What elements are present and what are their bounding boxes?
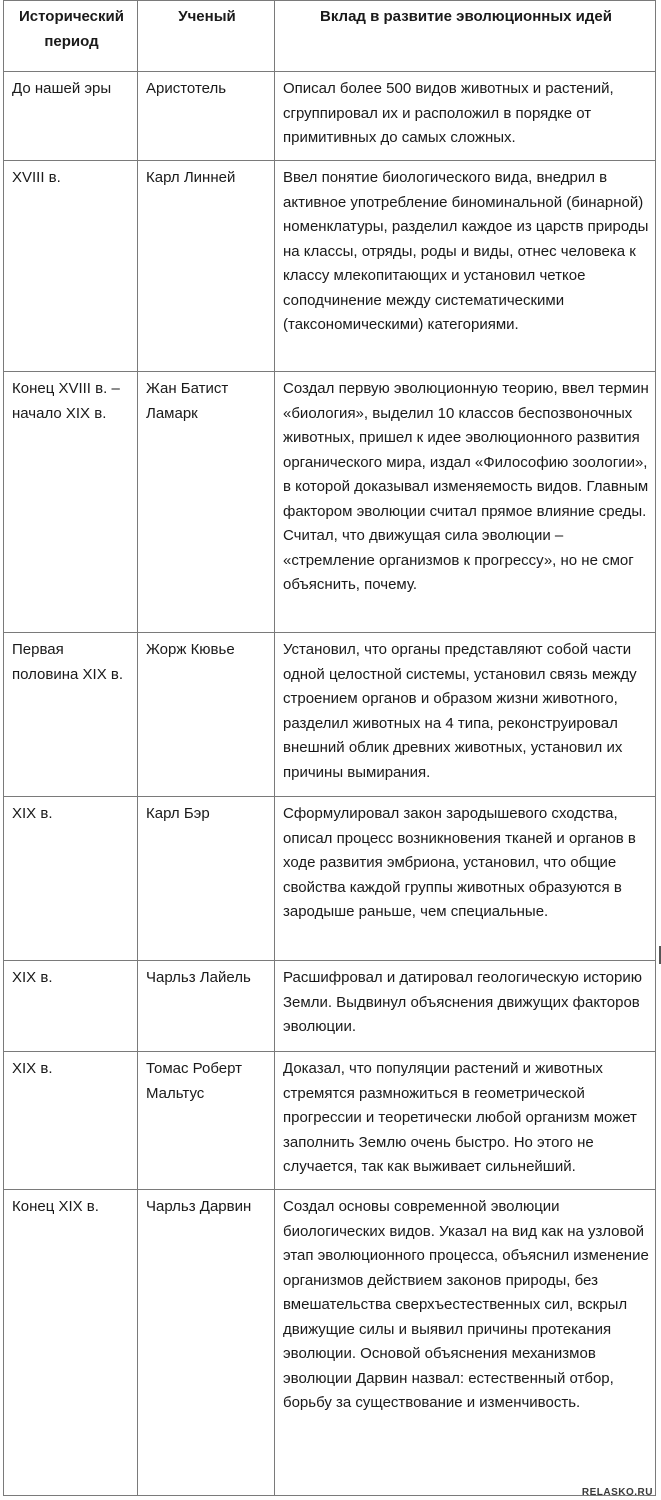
- scientist-cell: Карл Бэр: [138, 797, 275, 961]
- period-cell: Конец XIX в.: [4, 1190, 138, 1496]
- header-period: Исторический период: [4, 1, 138, 72]
- period-cell: XIX в.: [4, 1052, 138, 1190]
- contribution-cell: Доказал, что популяции растений и животных стремятся размножиться в геометрической прогрессии и теоретически любой организм может заполнить Землю очень быстро. Но этого не случается, так как выживает сильнейший.: [275, 1052, 656, 1190]
- table-row: [4, 797, 656, 961]
- header-scientist: Ученый: [138, 1, 275, 72]
- scientist-cell: Чарльз Лайель: [138, 961, 275, 1052]
- contribution-cell: Создал первую эволюционную теорию, ввел термин «биология», выделил 10 классов беспозвоночных животных, пришел к идее эволюционного развития органического мира, издал «Философию зоологии», в которой доказывал изменяемость видов. Главным фактором эволюции считал прямое влияние среды. Считал, что движущая сила эволюции – «стремление организмов к прогрессу», но не смог объяснить, почему.: [275, 372, 656, 633]
- period-cell: Первая половина XIX в.: [4, 633, 138, 797]
- table-row: [4, 372, 656, 633]
- table-row: [4, 72, 656, 161]
- evolution-history-table: [3, 0, 656, 1496]
- scientist-cell: Аристотель: [138, 72, 275, 161]
- site-watermark: RELASKO.RU: [581, 1487, 653, 1498]
- table-row: [4, 1052, 656, 1190]
- contribution-cell: Сформулировал закон зародышевого сходства, описал процесс возникновения тканей и органов в ходе развития эмбриона, установил, что общие свойства каждой группы животных образуются в зародыше раньше, чем специальные.: [275, 797, 656, 961]
- contribution-cell: Установил, что органы представляют собой части одной целостной системы, установил связь между строением органов и образом жизни животного, разделил животных на 4 типа, реконструировал внешний облик древних животных, установил их причины вымирания.: [275, 633, 656, 797]
- contribution-cell: Описал более 500 видов животных и растений, сгруппировал их и расположил в порядке от примитивных до самых сложных.: [275, 72, 656, 161]
- scientist-cell: Жорж Кювье: [138, 633, 275, 797]
- table-row: [4, 1190, 656, 1496]
- period-cell: XVIII в.: [4, 161, 138, 372]
- header-contribution: Вклад в развитие эволюционных идей: [275, 1, 656, 72]
- table-row: [4, 961, 656, 1052]
- contribution-cell: Ввел понятие биологического вида, внедрил в активное употребление биноминальной (бинарной) номенклатуры, разделил каждое из царств природы на классы, отряды, роды и виды, отнес человека к классу млекопитающих и установил четкое соподчинение между систематическими (таксономическими) категориями.: [275, 161, 656, 372]
- period-cell: XIX в.: [4, 961, 138, 1052]
- scientist-cell: Карл Линней: [138, 161, 275, 372]
- scientist-cell: Томас Роберт Мальтус: [138, 1052, 275, 1190]
- scientist-cell: Чарльз Дарвин: [138, 1190, 275, 1496]
- scientist-cell: Жан Батист Ламарк: [138, 372, 275, 633]
- period-cell: XIX в.: [4, 797, 138, 961]
- contribution-cell: Расшифровал и датировал геологическую историю Земли. Выдвинул объяснения движущих факторов эволюции.: [275, 961, 656, 1052]
- contribution-cell: Создал основы современной эволюции биологических видов. Указал на вид как на узловой этап эволюционного процесса, объяснил изменение организмов действием законов природы, без вмешательства сверхъестественных сил, вскрыл движущие силы и выявил причины протекания эволюции. Основой объяснения механизмов эволюции Дарвин назвал: естественный отбор, борьбу за существование и изменчивость.: [275, 1190, 656, 1496]
- table-row: [4, 633, 656, 797]
- table-row: [4, 161, 656, 372]
- period-cell: Конец XVIII в. – начало XIX в.: [4, 372, 138, 633]
- header-row: [4, 1, 656, 72]
- period-cell: До нашей эры: [4, 72, 138, 161]
